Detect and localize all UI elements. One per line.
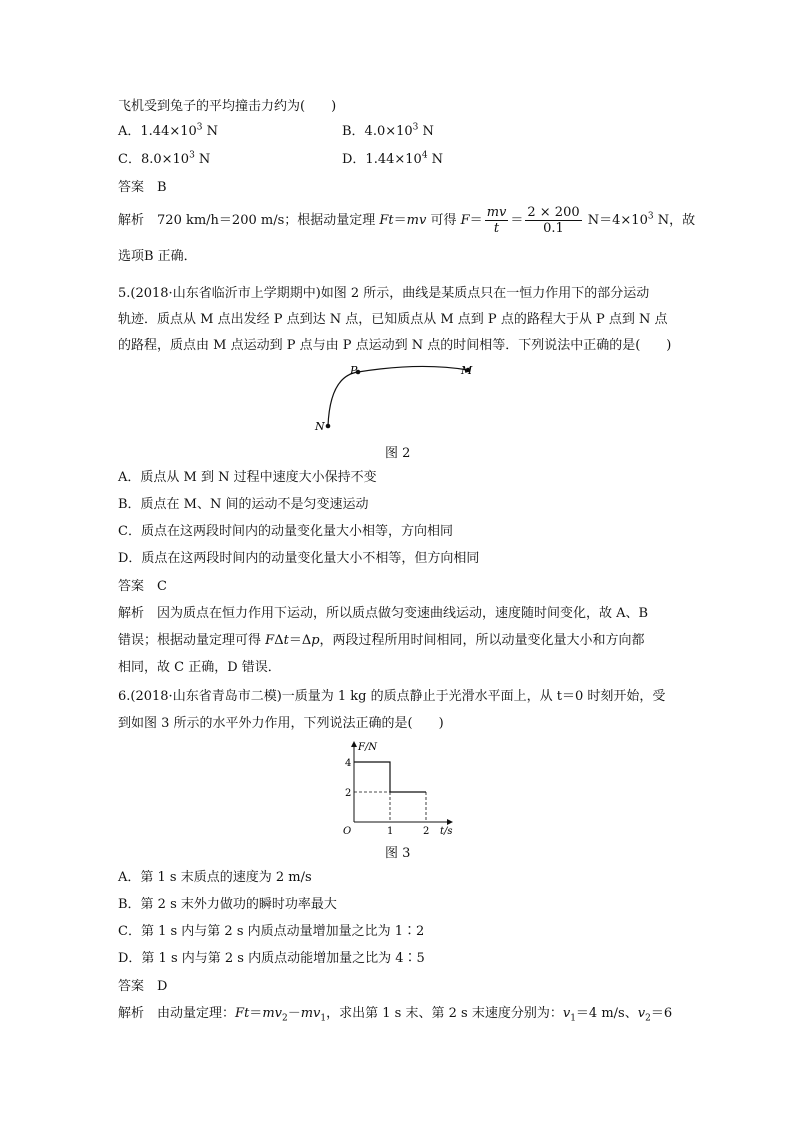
y-tick-4: 4 (345, 758, 352, 769)
q6-analysis-line1: 解析 由动量定理：$Ft=mv_2-mv_1$，求出第 1 s 末、第 2 s 末速度分别为：$v_1=4$ m/s、$v_2=6$ (118, 1006, 673, 1024)
x-tick-2: 2 (423, 826, 430, 837)
q5-answer: 答案 C (118, 579, 167, 594)
q5-stem-line2: 轨迹．质点从 M 点出发经 P 点到达 N 点，已知质点从 M 点到 P 点的路程大于从 P 点到 N 点 (118, 312, 668, 327)
q5-option-c[interactable]: C．质点在这两段时间内的动量变化量大小相等，方向相同 (118, 524, 453, 539)
q6-option-b[interactable]: B．第 2 s 末外力做功的瞬时功率最大 (118, 897, 337, 912)
q5-analysis-line3: 相同，故 C 正确，D 错误． (118, 660, 281, 675)
force-series (354, 762, 426, 792)
q4-option-a[interactable]: A．$1.44\times 10^3$ N (118, 122, 219, 139)
q4-fraction-values: $\frac{2 \times 200}{0.1}$ (527, 205, 580, 236)
q5-option-b[interactable]: B．质点在 M、N 间的运动不是匀变速运动 (118, 497, 369, 512)
q6-option-c[interactable]: C．第 1 s 内与第 2 s 内质点动量增加量之比为 1∶2 (118, 924, 425, 939)
guide-lines (354, 792, 426, 822)
q6-option-d[interactable]: D．第 1 s 内与第 2 s 内质点动能增加量之比为 4∶5 (118, 951, 425, 966)
trajectory-curve (328, 366, 468, 426)
y-tick-2: 2 (345, 788, 352, 799)
q4-stem-end: 飞机受到兔子的平均撞击力约为( ) (118, 99, 337, 114)
tick-labels (345, 758, 429, 837)
q5-analysis-line1: 解析 因为质点在恒力作用下运动，所以质点做匀变速曲线运动，速度随时间变化，故 A、B (118, 606, 649, 621)
q5-option-d[interactable]: D．质点在这两段时间内的动量变化量大小不相等，但方向相同 (118, 551, 480, 566)
q4-option-b[interactable]: B．$4.0\times 10^3$ N (342, 122, 434, 139)
q5-stem-line3: 的路程，质点由 M 点运动到 P 点与由 P 点运动到 N 点的时间相等．下列说法中正确的是( ) (118, 338, 672, 353)
q6-stem-line2: 到如图 3 所示的水平外力作用，下列说法正确的是( ) (118, 716, 444, 731)
q5-option-a[interactable]: A．质点从 M 到 N 过程中速度大小保持不变 (118, 470, 377, 485)
label-n: N (315, 420, 325, 433)
x-axis-label: t/s (440, 826, 453, 837)
q6-force-time-graph (334, 738, 464, 838)
q4-option-c[interactable]: C．$8.0\times 10^3$ N (118, 150, 211, 167)
origin-label: O (343, 826, 352, 837)
figure-3-caption: 图 3 (385, 846, 411, 861)
q6-answer: 答案 D (118, 979, 168, 994)
q4-fraction-mv-t: $\frac{mv}{t}$ (486, 205, 507, 236)
q6-stem-line1: 6.(2018·山东省青岛市二模)一质量为 1 kg 的质点静止于光滑水平面上，从 t＝0 时刻开始，受 (118, 689, 666, 704)
q6-option-a[interactable]: A．第 1 s 末质点的速度为 2 m/s (118, 870, 312, 885)
q5-stem-line1: 5.(2018·山东省临沂市上学期期中)如图 2 所示，曲线是某质点只在一恒力作用下的部分运动 (118, 286, 650, 301)
label-m: M (461, 364, 473, 377)
point-n (326, 424, 331, 429)
force-step-line (354, 762, 426, 792)
x-tick-1: 1 (387, 826, 394, 837)
q4-analysis-line2: 选项B 正确． (118, 249, 197, 264)
q4-option-d[interactable]: D．$1.44\times 10^4$ N (342, 150, 444, 167)
y-axis-label: F/N (358, 742, 378, 753)
figure-2-caption: 图 2 (385, 446, 411, 461)
label-p: P (350, 364, 358, 377)
q4-answer: 答案 B (118, 180, 167, 195)
q5-analysis-line2: 错误；根据动量定理可得 FΔt＝Δp，两段过程所用时间相同，所以动量变化量大小和方向都 (118, 633, 645, 648)
q5-trajectory-figure (300, 358, 500, 438)
q4-analysis: 解析 720 km/h＝200 m/s；根据动量定理 Ft＝mv 可得 F＝ $\frac{mv}{t}$ ＝ $\frac{2 \times 200}{0.1}$ $N=4\times 10^3$ N，故 (118, 205, 696, 236)
